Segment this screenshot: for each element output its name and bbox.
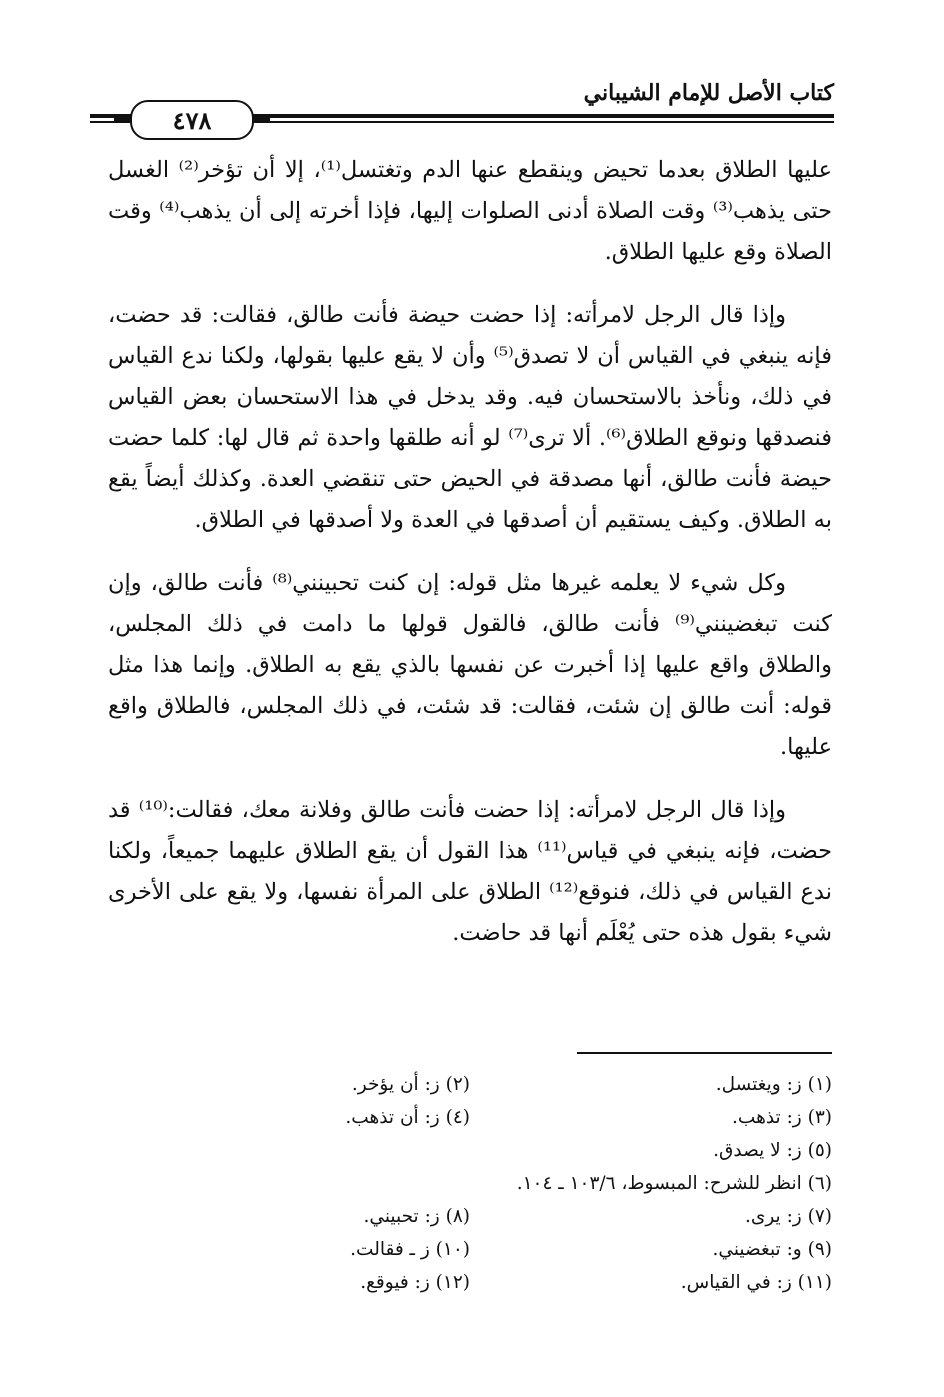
footnote-11: (١١) ز: في القياس. <box>680 1272 832 1293</box>
footnote-7: (٧) ز: يرى. <box>744 1206 832 1227</box>
footnote-row <box>108 1233 832 1266</box>
page-number: ٤٧٨ <box>172 105 212 135</box>
page-number-badge <box>130 100 254 140</box>
footnote-separator <box>577 1052 832 1054</box>
book-title: كتاب الأصل للإمام الشيباني <box>583 80 834 106</box>
footnote-10: (١٠) ز ـ فقالت. <box>350 1239 470 1260</box>
footnote-row <box>108 1068 832 1101</box>
footnote-5: (٥) ز: لا يصدق. <box>713 1140 832 1161</box>
paragraph-4: وإذا قال الرجل لامرأته: إذا حضت فأنت طالق وفلانة معك، فقالت:⁽¹⁰⁾ قد حضت، فإنه ينبغي في قياس⁽¹¹⁾ هذا القول أن يقع الطلاق عليهما جميعاً، ولكنا ندع القياس في ذلك، فنوقع⁽¹²⁾ الطلاق على المرأة نفسها، ولا يقع على الأخرى شيء بقول هذه حتى يُعْلَم أنها قد حاضت. <box>108 797 832 946</box>
page-header <box>90 70 834 135</box>
footnotes <box>108 1068 832 1299</box>
paragraph-1: عليها الطلاق بعدما تحيض وينقطع عنها الدم وتغتسل⁽¹⁾، إلا أن تؤخر⁽²⁾ الغسل حتى يذهب⁽³⁾ وقت الصلاة أدنى الصلوات إليها، فإذا أخرته إلى أن يذهب⁽⁴⁾ وقت الصلاة وقع عليها الطلاق. <box>108 157 832 265</box>
paragraph-3: وكل شيء لا يعلمه غيرها مثل قوله: إن كنت تحبينني⁽⁸⁾ فأنت طالق، وإن كنت تبغضينني⁽⁹⁾ فأنت طالق، فالقول قولها ما دامت في ذلك المجلس، والطلاق واقع عليها إذا أخبرت عن نفسها بالذي يقع به الطلاق. وإنما هذا مثل قوله: أنت طالق إن شئت، فقالت: قد شئت، في ذلك المجلس، فالطلاق واقع عليها. <box>108 570 832 760</box>
footnote-6: (٦) انظر للشرح: المبسوط، ١٠٣/٦ ـ ١٠٤. <box>516 1173 832 1194</box>
footnote-9: (٩) و: تبغضيني. <box>712 1239 832 1260</box>
footnote-1: (١) ز: ويغتسل. <box>715 1074 832 1095</box>
footnote-row <box>108 1101 832 1134</box>
footnote-12: (١٢) ز: فيوقع. <box>360 1272 470 1293</box>
footnote-row <box>108 1200 832 1233</box>
paragraph-2: وإذا قال الرجل لامرأته: إذا حضت حيضة فأنت طالق، فقالت: قد حضت، فإنه ينبغي في القياس أن لا تصدق⁽⁵⁾ وأن لا يقع عليها بقولها، ولكنا ندع القياس في ذلك، ونأخذ بالاستحسان فيه. وقد يدخل في هذا الاستحسان بعض القياس فنصدقها ونوقع الطلاق⁽⁶⁾. ألا ترى⁽⁷⁾ لو أنه طلقها واحدة ثم قال لها: كلما حضت حيضة فأنت طالق، أنها مصدقة في الحيض حتى تنقضي العدة. وكذلك أيضاً يقع به الطلاق. وكيف يستقيم أن أصدقها في العدة ولا أصدقها في الطلاق. <box>108 302 833 533</box>
footnote-3: (٣) ز: تذهب. <box>732 1107 832 1128</box>
footnote-8: (٨) ز: تحبيني. <box>363 1206 470 1227</box>
footnote-row <box>108 1266 832 1299</box>
main-text <box>108 150 832 976</box>
footnote-2: (٢) ز: أن يؤخر. <box>351 1074 470 1095</box>
footnote-4: (٤) ز: أن تذهب. <box>345 1107 470 1128</box>
